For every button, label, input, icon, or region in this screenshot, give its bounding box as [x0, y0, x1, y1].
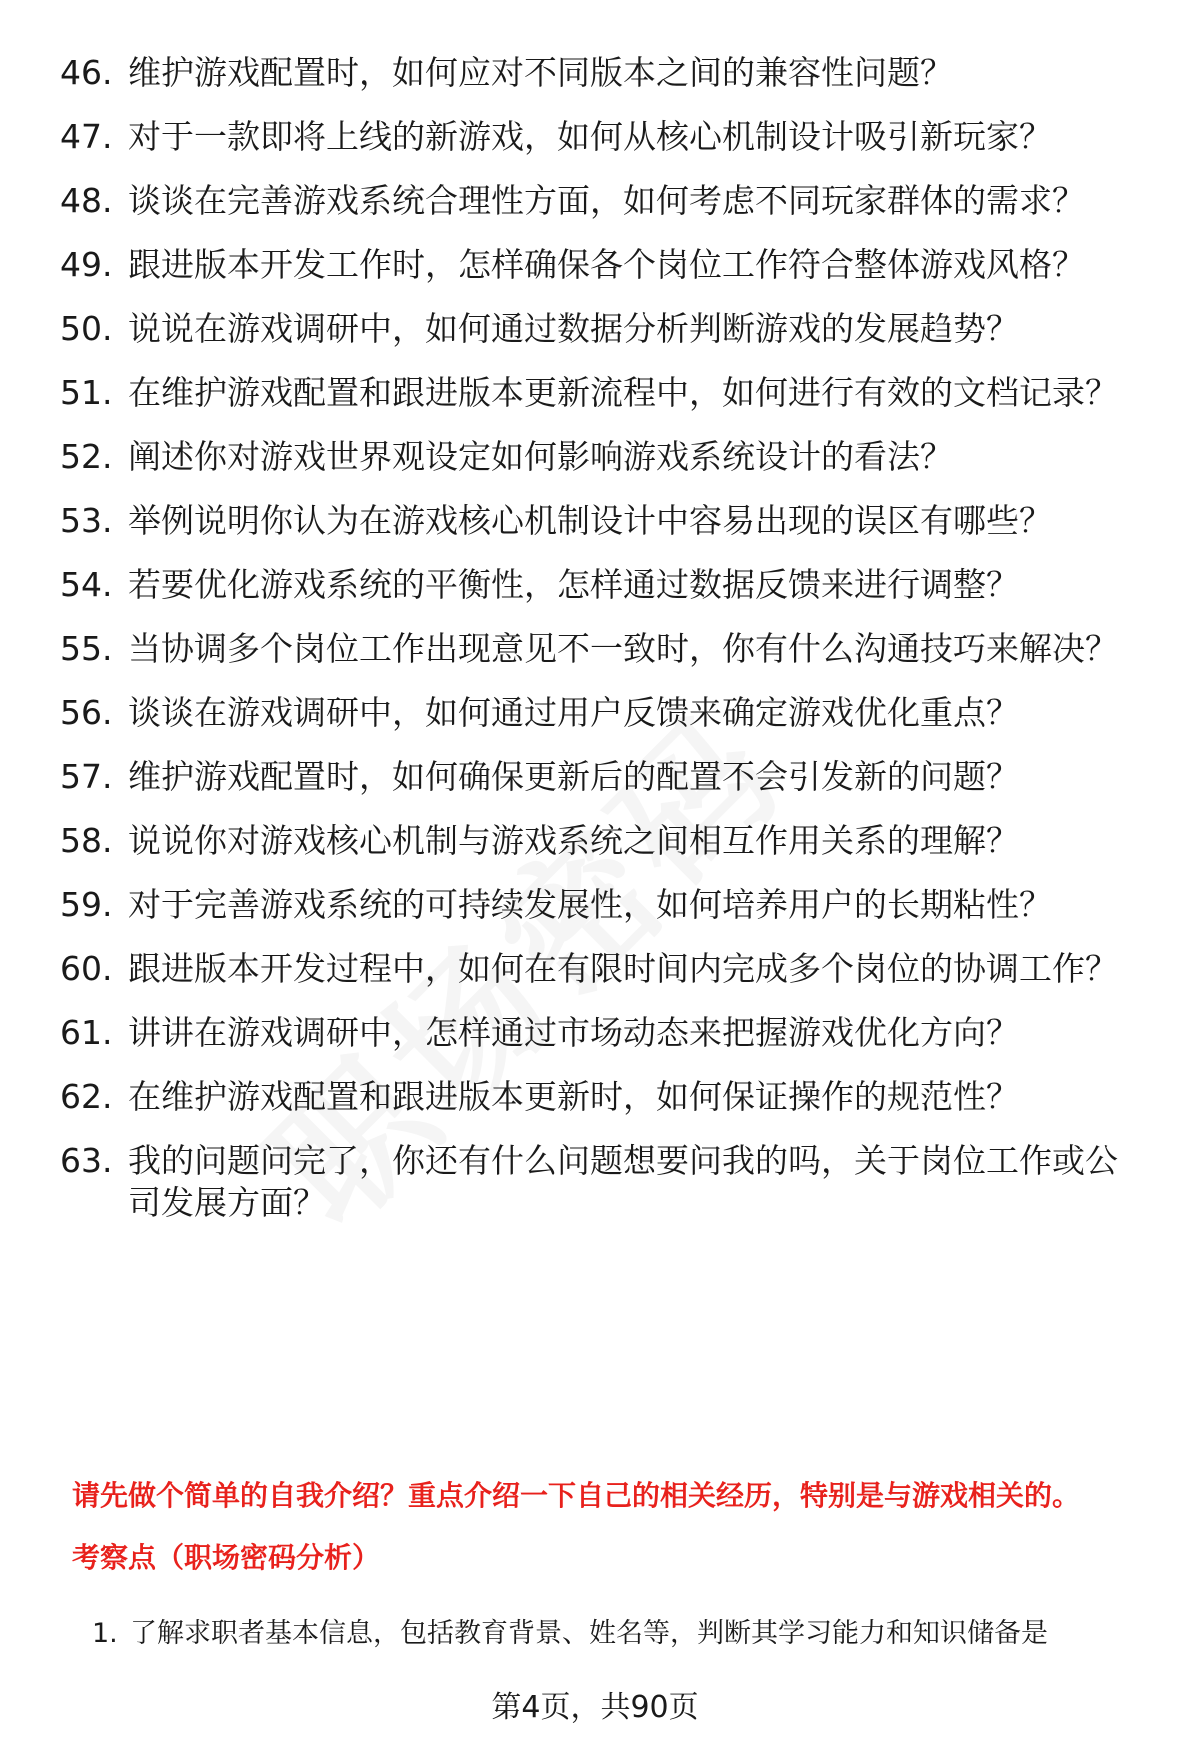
list-item — [60, 180, 1150, 222]
list-item — [60, 564, 1150, 606]
item-text: 对于完善游戏系统的可持续发展性，如何培养用户的长期粘性？ — [128, 885, 1052, 924]
list-item — [60, 948, 1150, 990]
item-text: 了解求职者基本信息，包括教育背景、姓名等，判断其学习能力和知识储备是 — [130, 1618, 1048, 1649]
item-number: 60. — [60, 949, 113, 988]
item-text: 跟进版本开发过程中，如何在有限时间内完成多个岗位的协调工作？ — [128, 949, 1118, 988]
list-item — [60, 500, 1150, 542]
list-item — [60, 372, 1150, 414]
list-item — [60, 884, 1150, 926]
list-item — [60, 820, 1150, 862]
list-item — [60, 692, 1150, 734]
item-text: 说说你对游戏核心机制与游戏系统之间相互作用关系的理解？ — [128, 821, 1019, 860]
item-number: 50. — [60, 309, 113, 348]
item-number: 63. — [60, 1141, 113, 1180]
item-text: 若要优化游戏系统的平衡性，怎样通过数据反馈来进行调整？ — [128, 565, 1019, 604]
item-text: 谈谈在游戏调研中，如何通过用户反馈来确定游戏优化重点？ — [128, 693, 1019, 732]
item-number: 58. — [60, 821, 113, 860]
list-item — [60, 1012, 1150, 1054]
item-text: 对于一款即将上线的新游戏，如何从核心机制设计吸引新玩家？ — [128, 117, 1052, 156]
item-number: 51. — [60, 373, 113, 412]
section-title: 考察点（职场密码分析） — [72, 1541, 381, 1574]
item-text: 谈谈在完善游戏系统合理性方面，如何考虑不同玩家群体的需求？ — [128, 181, 1085, 220]
item-number: 56. — [60, 693, 113, 732]
item-text: 讲讲在游戏调研中，怎样通过市场动态来把握游戏优化方向？ — [128, 1013, 1019, 1052]
item-number: 54. — [60, 565, 113, 604]
page-number: 第4页，共90页 — [491, 1690, 699, 1725]
item-text: 说说在游戏调研中，如何通过数据分析判断游戏的发展趋势？ — [128, 309, 1019, 348]
list-item — [60, 1076, 1150, 1118]
list-item — [60, 116, 1150, 158]
item-text: 跟进版本开发工作时，怎样确保各个岗位工作符合整体游戏风格？ — [128, 245, 1085, 284]
list-item — [60, 628, 1150, 670]
item-text: 在维护游戏配置和跟进版本更新流程中，如何进行有效的文档记录？ — [128, 373, 1118, 412]
item-number: 1. — [92, 1618, 118, 1649]
item-number: 59. — [60, 885, 113, 924]
list-item — [60, 308, 1150, 350]
item-number: 52. — [60, 437, 113, 476]
item-text: 维护游戏配置时，如何应对不同版本之间的兼容性问题？ — [128, 53, 953, 92]
item-number: 53. — [60, 501, 113, 540]
item-text: 阐述你对游戏世界观设定如何影响游戏系统设计的看法？ — [128, 437, 953, 476]
item-number: 46. — [60, 53, 113, 92]
item-text: 举例说明你认为在游戏核心机制设计中容易出现的误区有哪些？ — [128, 501, 1052, 540]
item-text: 当协调多个岗位工作出现意见不一致时，你有什么沟通技巧来解决？ — [128, 629, 1118, 668]
item-number: 57. — [60, 757, 113, 796]
list-item — [60, 1140, 1150, 1224]
list-item — [60, 52, 1150, 94]
item-number: 62. — [60, 1077, 113, 1116]
question-list — [60, 52, 1150, 1246]
highlighted-question: 请先做个简单的自我介绍？重点介绍一下自己的相关经历，特别是与游戏相关的。 — [72, 1479, 1081, 1512]
item-number: 49. — [60, 245, 113, 284]
item-text: 在维护游戏配置和跟进版本更新时，如何保证操作的规范性？ — [128, 1077, 1019, 1116]
item-number: 47. — [60, 117, 113, 156]
item-text: 维护游戏配置时，如何确保更新后的配置不会引发新的问题？ — [128, 757, 1019, 796]
item-number: 55. — [60, 629, 113, 668]
item-text: 我的问题问完了，你还有什么问题想要问我的吗，关于岗位工作或公司发展方面？ — [128, 1141, 1118, 1222]
list-item — [60, 756, 1150, 798]
item-number: 61. — [60, 1013, 113, 1052]
list-item — [92, 1615, 1172, 1653]
list-item — [60, 244, 1150, 286]
item-number: 48. — [60, 181, 113, 220]
list-item — [60, 436, 1150, 478]
